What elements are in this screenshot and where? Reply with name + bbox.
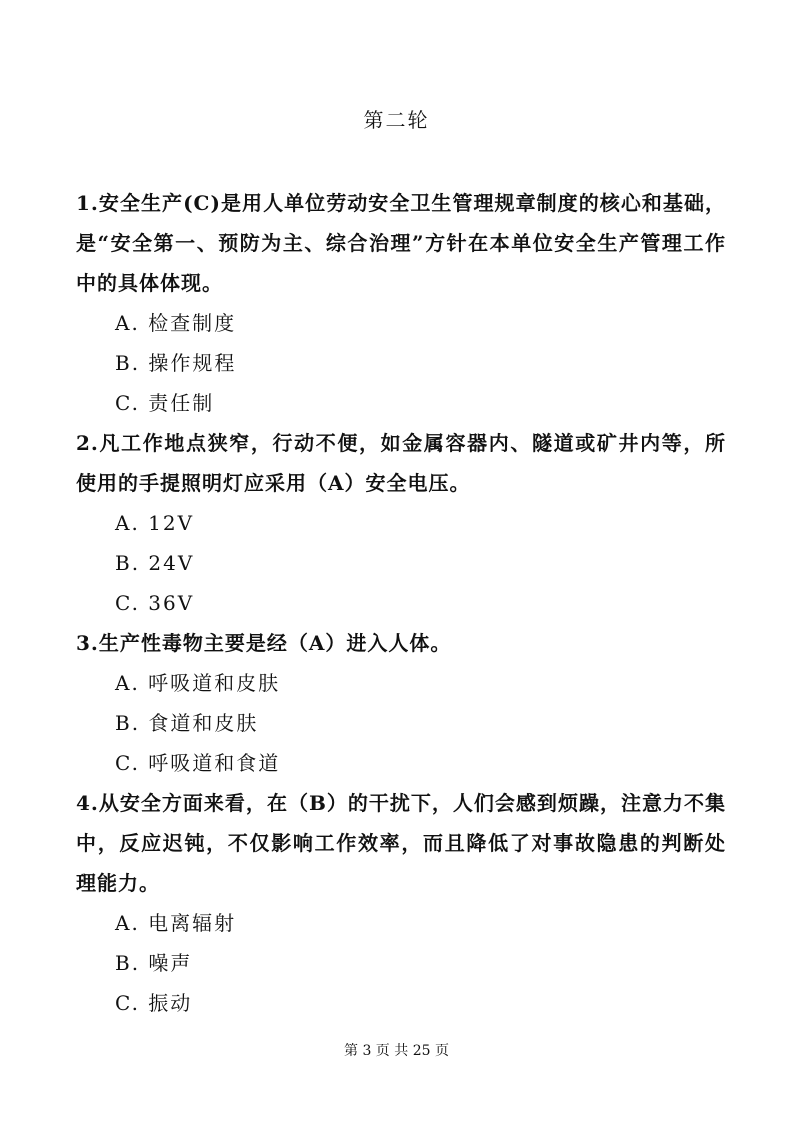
question-1-option-b: B. 操作规程 [115, 351, 237, 375]
question-3-option-a: A. 呼吸道和皮肤 [115, 671, 281, 695]
question-2: 2.凡工作地点狭窄，行动不便，如金属容器内、隧道或矿井内等，所使用的手提照明灯应采用（A）安全电压。 [76, 431, 726, 495]
question-1: 1.安全生产(C)是用人单位劳动安全卫生管理规章制度的核心和基础，是“安全第一、预防为主、综合治理”方针在本单位安全生产管理工作中的具体体现。 [76, 191, 726, 295]
question-1-option-a: A. 检查制度 [115, 311, 237, 335]
question-2-option-b: B. 24V [115, 551, 195, 575]
question-4-option-a: A. 电离辐射 [115, 911, 237, 935]
question-3-option-c: C. 呼吸道和食道 [115, 751, 281, 775]
page-title: 第二轮 [363, 108, 430, 132]
question-2-option-a: A. 12V [115, 511, 195, 535]
question-4-option-c: C. 振动 [115, 991, 193, 1015]
question-2-option-c: C. 36V [115, 591, 195, 615]
question-4-option-b: B. 噪声 [115, 951, 193, 975]
question-3: 3.生产性毒物主要是经（A）进入人体。 [76, 631, 452, 655]
question-3-option-b: B. 食道和皮肤 [115, 711, 259, 735]
question-4: 4.从安全方面来看，在（B）的干扰下，人们会感到烦躁，注意力不集中，反应迟钝，不仅影响工作效率，而且降低了对事故隐患的判断处理能力。 [76, 791, 726, 895]
question-1-option-c: C. 责任制 [115, 391, 215, 415]
page-footer: 第 3 页 共 25 页 [344, 1043, 449, 1059]
